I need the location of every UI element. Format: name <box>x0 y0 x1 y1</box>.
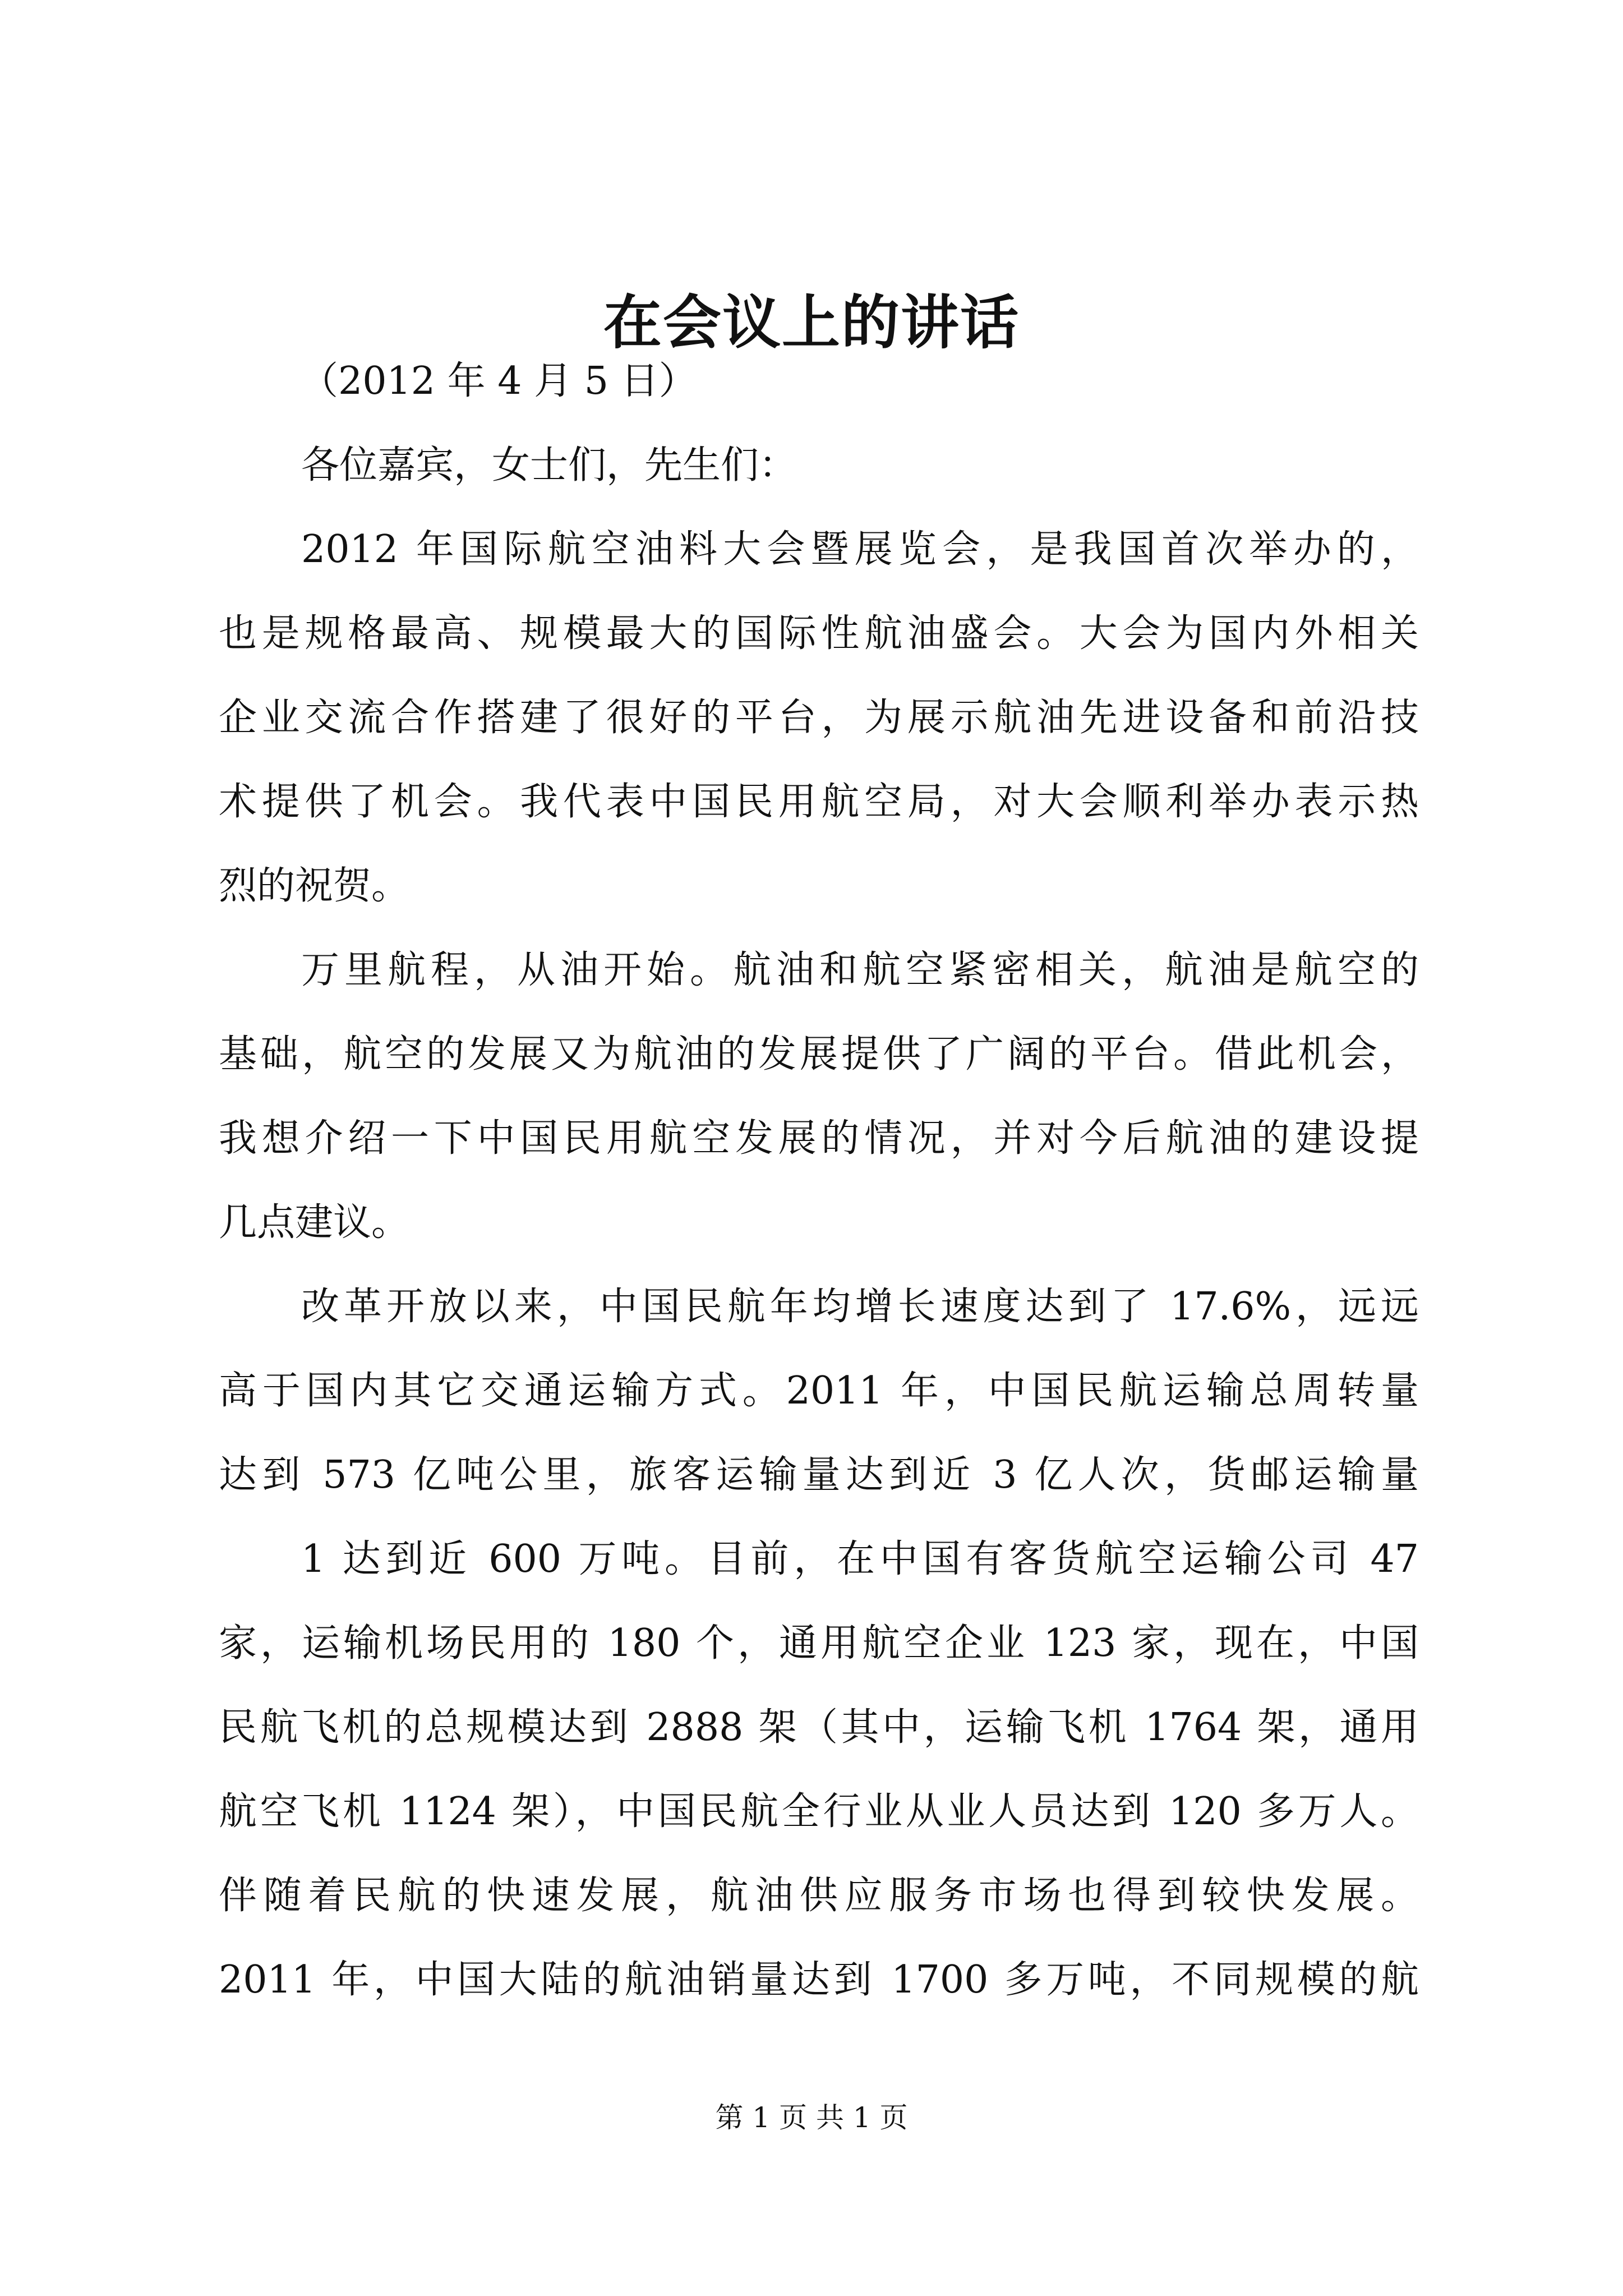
document-title: 在会议上的讲话 <box>603 288 1020 357</box>
body-line-16: 航空飞机 1124 架），中国民航全行业从业人员达到 120 多万人。 <box>219 1789 1419 1834</box>
body-line-15: 民航飞机的总规模达到 2888 架（其中，运输飞机 1764 架，通用 <box>219 1705 1419 1750</box>
body-line-14: 家，运输机场民用的 180 个，通用航空企业 123 家，现在，中国 <box>219 1621 1419 1665</box>
body-line-10: 改革开放以来，中国民航年均增长速度达到了 17.6%，远远 <box>301 1285 1419 1329</box>
body-line-3: 企业交流合作搭建了很好的平台，为展示航油先进设备和前沿技 <box>219 696 1419 740</box>
body-line-1: 2012 年国际航空油料大会暨展览会，是我国首次举办的， <box>301 527 1419 572</box>
body-line-8: 我想介绍一下中国民用航空发展的情况，并对今后航油的建设提 <box>219 1116 1419 1161</box>
body-line-6: 万里航程，从油开始。航油和航空紧密相关，航油是航空的 <box>301 948 1419 992</box>
greeting-line: 各位嘉宾，女士们，先生们： <box>301 443 797 487</box>
body-line-7: 基础，航空的发展又为航油的发展提供了广阔的平台。借此机会， <box>219 1032 1419 1076</box>
page-footer: 第 1 页 共 1 页 <box>715 2101 908 2134</box>
body-line-11: 高于国内其它交通运输方式。2011 年，中国民航运输总周转量 <box>219 1369 1419 1413</box>
speech-date: （2012 年 4 月 5 日） <box>300 359 697 403</box>
body-line-18: 2011 年，中国大陆的航油销量达到 1700 多万吨，不同规模的航 <box>219 1958 1419 2002</box>
body-line-13: 1 达到近 600 万吨。目前，在中国有客货航空运输公司 47 <box>301 1537 1419 1581</box>
body-line-4: 术提供了机会。我代表中国民用航空局，对大会顺利举办表示热 <box>219 780 1419 824</box>
body-line-9: 几点建议。 <box>219 1200 410 1245</box>
body-line-2: 也是规格最高、规模最大的国际性航油盛会。大会为国内外相关 <box>219 611 1419 656</box>
body-line-12: 达到 573 亿吨公里，旅客运输量达到近 3 亿人次，货邮运输量 <box>219 1453 1419 1497</box>
body-line-5: 烈的祝贺。 <box>219 864 410 908</box>
body-line-17: 伴随着民航的快速发展，航油供应服务市场也得到较快发展。 <box>219 1874 1419 1918</box>
